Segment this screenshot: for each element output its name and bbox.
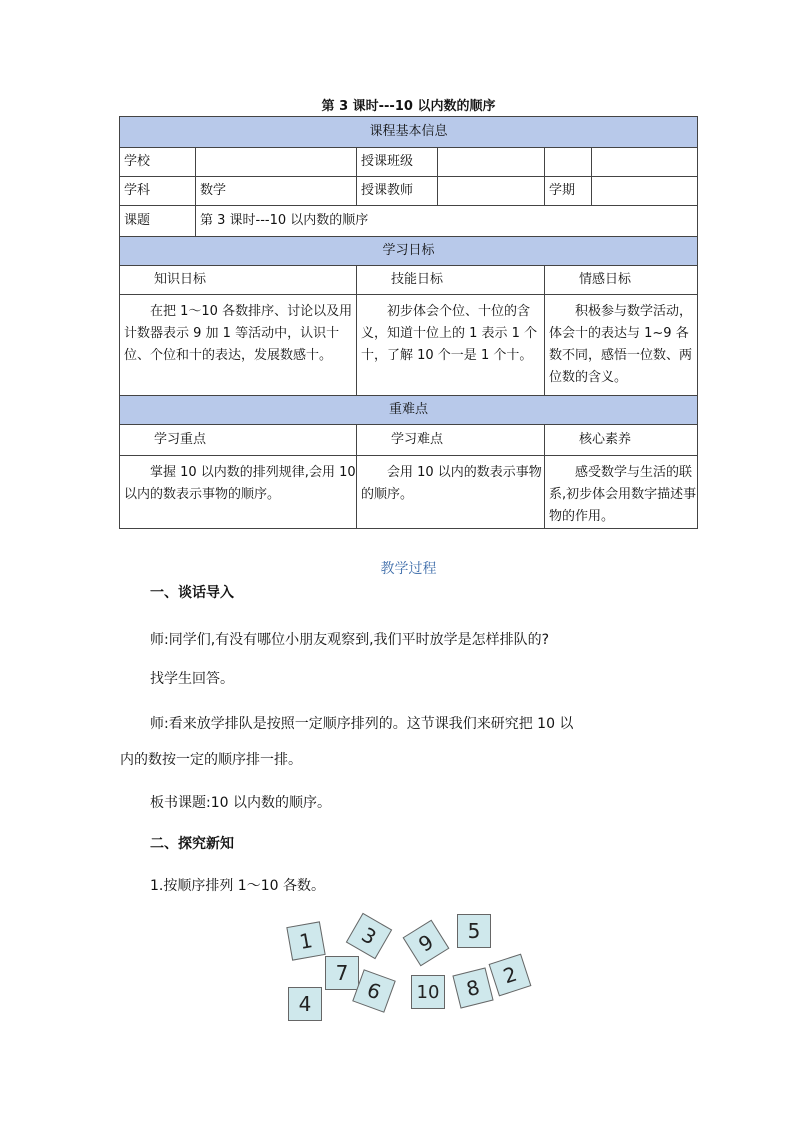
subject-label: 学科 bbox=[120, 177, 196, 206]
key-header-difficulty: 学习难点 bbox=[357, 425, 545, 456]
band-key-points: 重难点 bbox=[120, 396, 698, 425]
blank-cell bbox=[545, 148, 592, 177]
paragraph-teacher-explain-1: 师:看来放学排队是按照一定顺序排列的。这节课我们来研究把 10 以 bbox=[150, 716, 574, 732]
key-text-focus: 掌握 10 以内数的排列规律,会用 10 以内的数表示事物的顺序。 bbox=[120, 456, 357, 529]
paragraph-teacher-question: 师:同学们,有没有哪位小朋友观察到,我们平时放学是怎样排队的? bbox=[150, 632, 550, 648]
goal-header-knowledge: 知识日标 bbox=[120, 266, 357, 295]
class-value bbox=[438, 148, 545, 177]
blank-cell bbox=[592, 148, 698, 177]
number-card: 4 bbox=[288, 987, 322, 1021]
band-goals: 学习日标 bbox=[120, 237, 698, 266]
paragraph-student-answer: 找学生回答。 bbox=[150, 671, 234, 687]
number-card: 7 bbox=[325, 956, 359, 990]
subject-value: 数学 bbox=[196, 177, 357, 206]
teacher-label: 授课教师 bbox=[357, 177, 438, 206]
number-card: 3 bbox=[346, 913, 392, 959]
number-card: 8 bbox=[452, 967, 493, 1008]
topic-value: 第 3 课时---10 以内数的顺序 bbox=[196, 206, 698, 237]
key-header-literacy: 核心素养 bbox=[545, 425, 698, 456]
band-basic-info: 课程基本信息 bbox=[120, 117, 698, 148]
key-text-difficulty: 会用 10 以内的数表示事物的顺序。 bbox=[357, 456, 545, 529]
document-title: 第 3 课时---10 以内数的顺序 bbox=[321, 99, 496, 114]
number-card: 10 bbox=[411, 975, 445, 1009]
term-value bbox=[592, 177, 698, 206]
teacher-value bbox=[438, 177, 545, 206]
teaching-process-title: 教学过程 bbox=[380, 561, 437, 577]
paragraph-board-title: 板书课题:10 以内数的顺序。 bbox=[150, 795, 331, 811]
number-card: 2 bbox=[489, 954, 532, 997]
paragraph-order-numbers: 1.按顺序排列 1～10 各数。 bbox=[150, 878, 325, 894]
school-value bbox=[196, 148, 357, 177]
topic-label: 课题 bbox=[120, 206, 196, 237]
school-label: 学校 bbox=[120, 148, 196, 177]
goal-text-knowledge: 在把 1～10 各数排序、讨论以及用计数器表示 9 加 1 等活动中，认识十位、个位和十的表达，发展数感十。 bbox=[120, 295, 357, 396]
goal-header-emotion: 情感日标 bbox=[545, 266, 698, 295]
number-card: 5 bbox=[457, 914, 491, 948]
goal-header-skill: 技能日标 bbox=[357, 266, 545, 295]
course-info-table bbox=[119, 116, 698, 529]
number-card: 9 bbox=[403, 920, 450, 967]
number-card: 1 bbox=[286, 921, 325, 960]
term-label: 学期 bbox=[545, 177, 592, 206]
key-header-focus: 学习重点 bbox=[120, 425, 357, 456]
goal-text-emotion: 积极参与数学活动，体会十的表达与 1~9 各数不同，感悟一位数、两位数的含义。 bbox=[545, 295, 698, 396]
section-heading-explore: 二、探究新知 bbox=[150, 836, 234, 852]
number-card: 6 bbox=[352, 969, 396, 1013]
goal-text-skill: 初步体会个位、十位的含义，知道十位上的 1 表示 1 个十，了解 10 个一是 1 个十。 bbox=[357, 295, 545, 396]
paragraph-teacher-explain-2: 内的数按一定的顺序排一排。 bbox=[120, 752, 302, 768]
section-heading-intro: 一、谈话导入 bbox=[150, 585, 234, 601]
key-text-literacy: 感受数学与生活的联系,初步体会用数字描述事物的作用。 bbox=[545, 456, 698, 529]
class-label: 授课班级 bbox=[357, 148, 438, 177]
